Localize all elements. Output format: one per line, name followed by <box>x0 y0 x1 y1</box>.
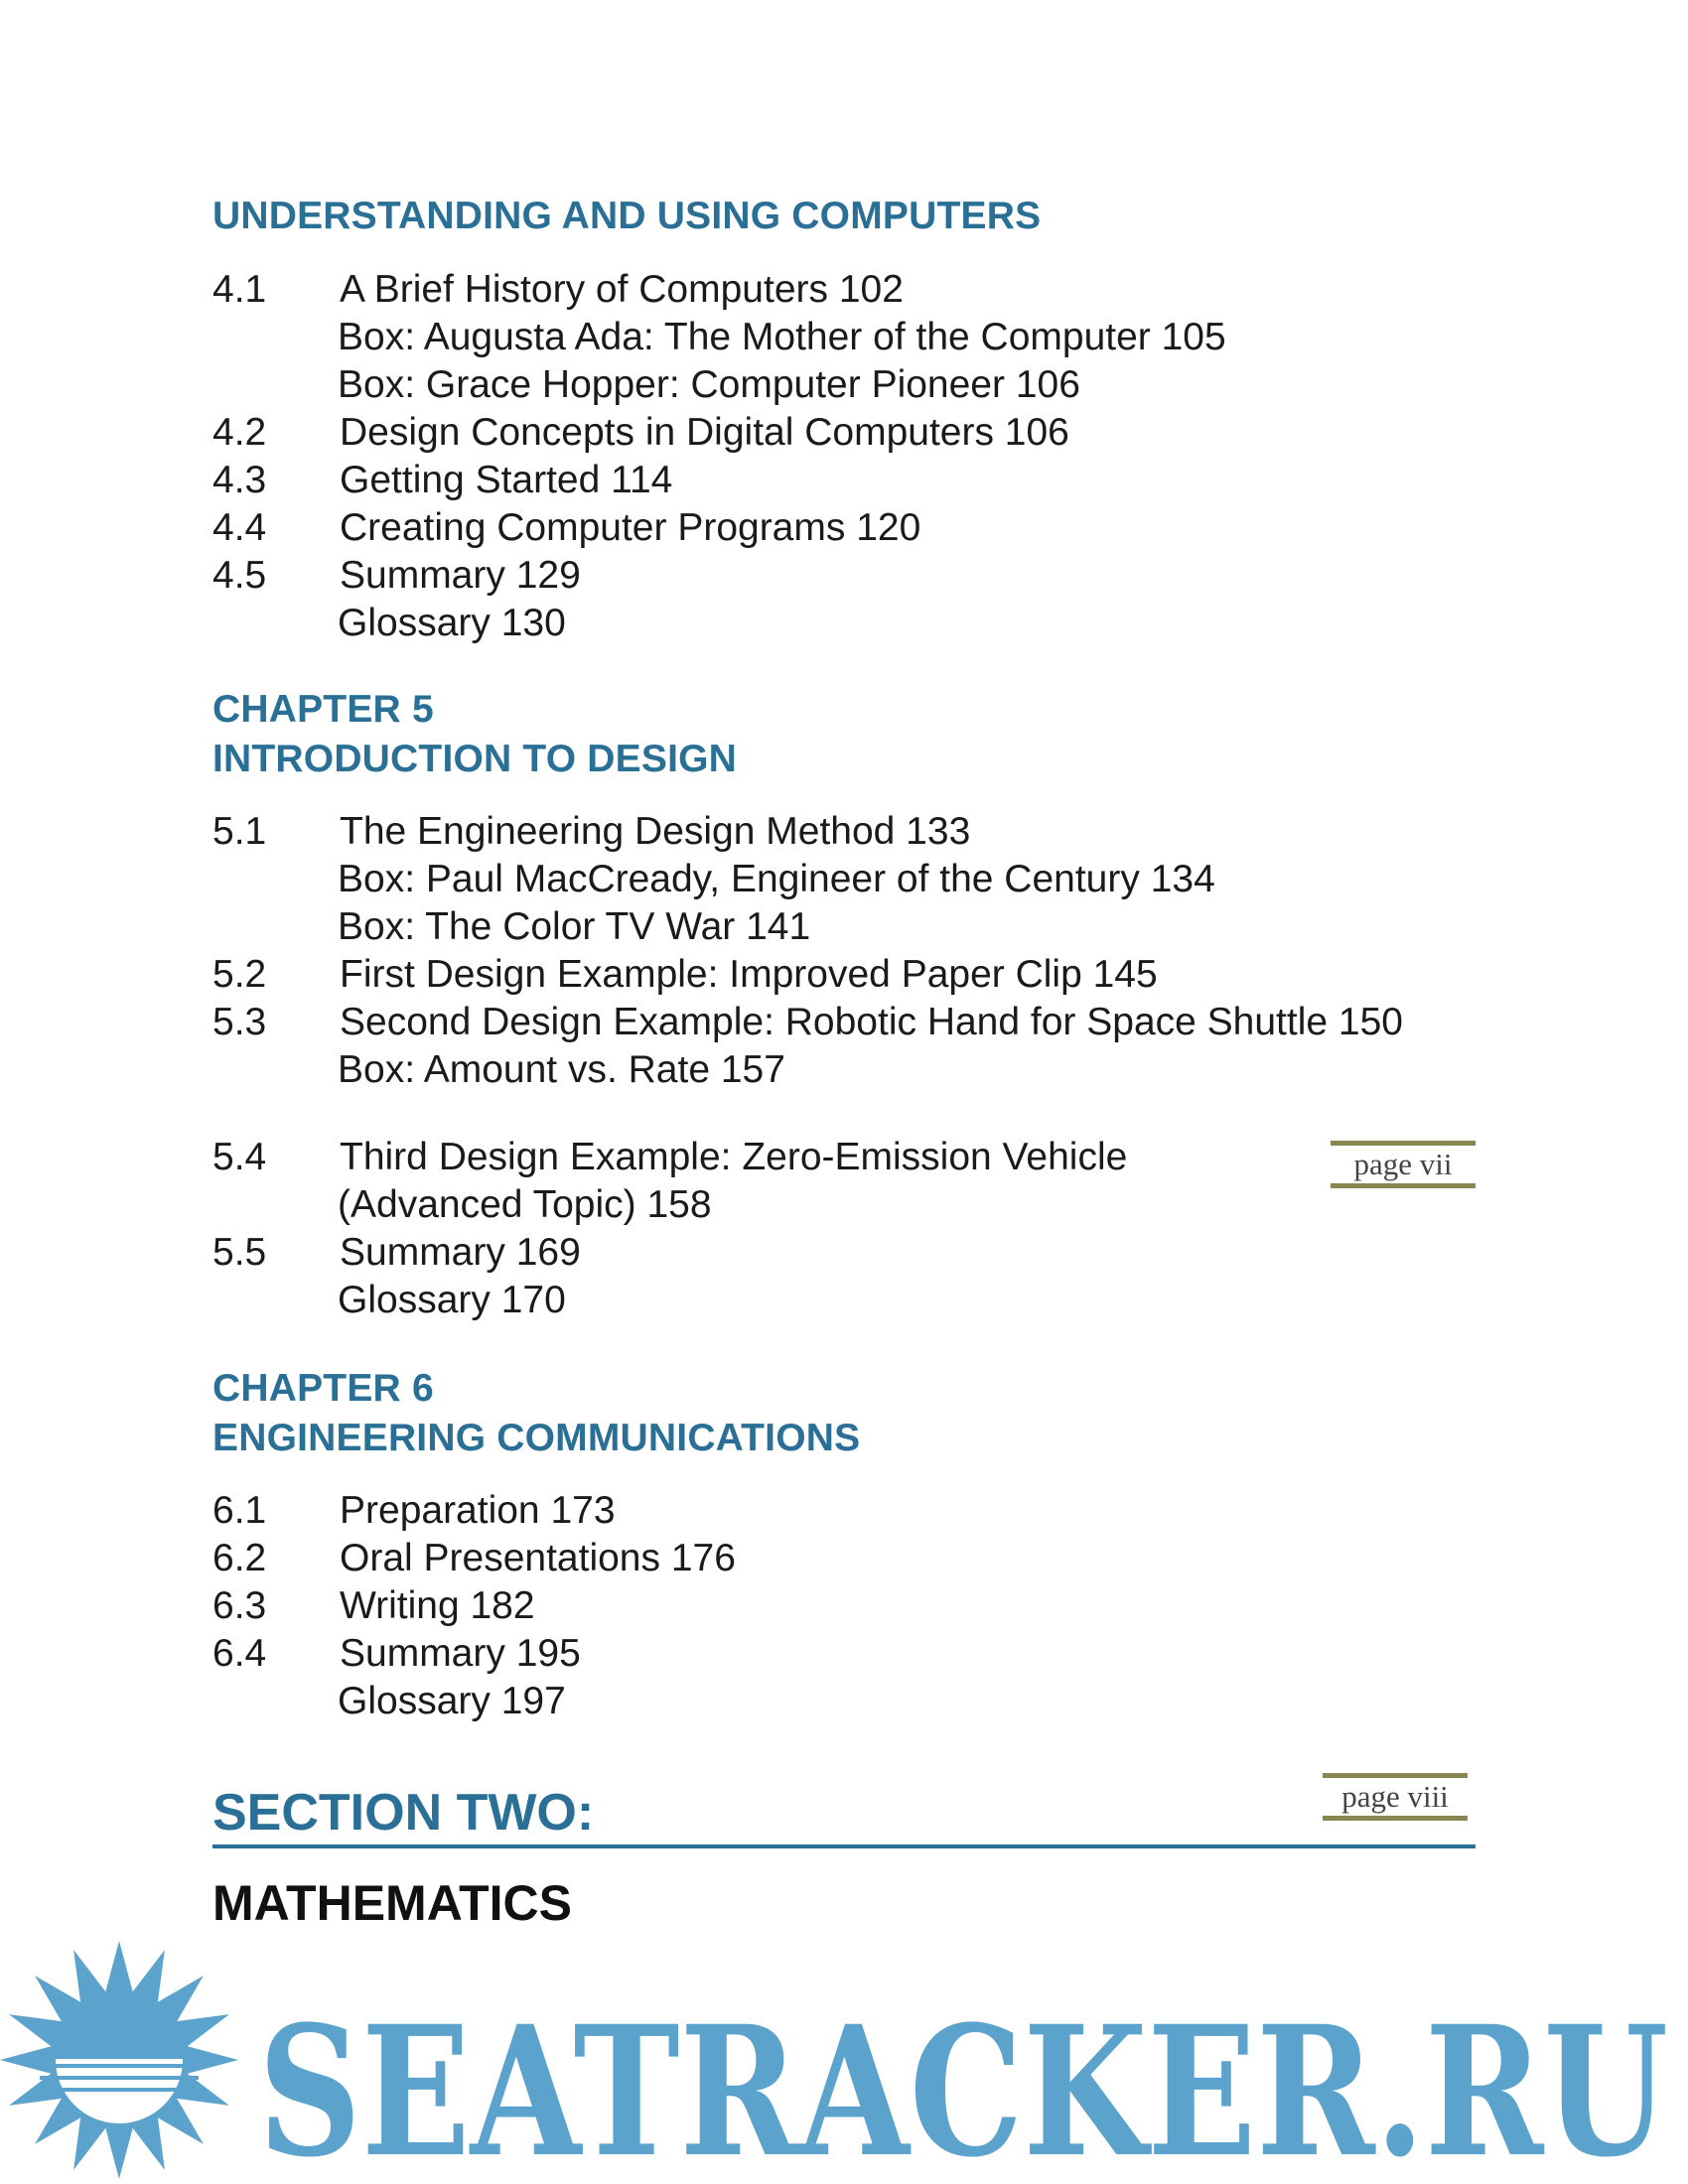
chapter5-title: INTRODUCTION TO DESIGN <box>212 738 738 780</box>
section-divider <box>212 1844 1476 1848</box>
toc-entry-number: 6.3 <box>212 1584 267 1627</box>
page-marker-viii: page viii <box>1323 1773 1468 1821</box>
toc-entry-number: 4.5 <box>212 554 267 597</box>
chapter5-toc <box>212 808 1503 1094</box>
toc-entry-text: Third Design Example: Zero-Emission Vehicle <box>340 1136 1128 1178</box>
toc-entry-text: Design Concepts in Digital Computers 106 <box>340 411 1069 454</box>
toc-entry-number: 5.4 <box>212 1136 267 1178</box>
toc-entry-number: 4.3 <box>212 459 267 501</box>
toc-entry <box>212 1487 1503 1535</box>
chapter4-title: UNDERSTANDING AND USING COMPUTERS <box>212 195 1042 237</box>
toc-entry <box>212 1229 1503 1277</box>
toc-entry-text: Box: Amount vs. Rate 157 <box>338 1048 785 1091</box>
toc-entry <box>212 1181 1503 1229</box>
watermark-text: SEATRACKER.RU <box>258 1987 1668 2184</box>
toc-entry-text: Box: Grace Hopper: Computer Pioneer 106 <box>338 363 1080 406</box>
toc-entry-text: Box: Augusta Ada: The Mother of the Computer 105 <box>338 316 1226 358</box>
toc-entry-number: 5.1 <box>212 810 267 853</box>
toc-entry <box>212 600 1503 647</box>
toc-entry-text: Second Design Example: Robotic Hand for Space Shuttle 150 <box>340 1001 1403 1043</box>
toc-entry-number: 6.4 <box>212 1632 267 1675</box>
toc-entry <box>212 552 1503 600</box>
toc-entry <box>212 314 1503 361</box>
toc-entry <box>212 1134 1503 1181</box>
toc-entry-text: Oral Presentations 176 <box>340 1537 736 1579</box>
toc-entry-text: Box: The Color TV War 141 <box>338 905 811 948</box>
mathematics-title: MATHEMATICS <box>212 1875 572 1931</box>
toc-entry <box>212 361 1503 409</box>
toc-entry-number: 5.3 <box>212 1001 267 1043</box>
toc-entry <box>212 1630 1503 1678</box>
toc-entry <box>212 903 1503 951</box>
toc-entry-text: Box: Paul MacCready, Engineer of the Century 134 <box>338 858 1215 900</box>
toc-entry <box>212 808 1503 856</box>
toc-entry-text: Summary 195 <box>340 1632 581 1675</box>
toc-entry <box>212 1046 1503 1094</box>
toc-entry-text: Summary 129 <box>340 554 581 597</box>
toc-entry-number: 4.4 <box>212 506 267 549</box>
toc-entry-text: Glossary 170 <box>338 1279 566 1321</box>
watermark-logo <box>0 1926 1688 2184</box>
toc-entry-text: (Advanced Topic) 158 <box>338 1183 712 1226</box>
toc-entry-text: Getting Started 114 <box>340 459 673 501</box>
toc-entry-number: 5.2 <box>212 953 267 996</box>
chapter6-label: CHAPTER 6 <box>212 1367 434 1410</box>
toc-entry <box>212 951 1503 999</box>
toc-entry-text: The Engineering Design Method 133 <box>340 810 971 853</box>
toc-entry <box>212 1582 1503 1630</box>
toc-entry <box>212 457 1503 504</box>
section-two-title: SECTION TWO: <box>212 1784 595 1842</box>
toc-entry <box>212 1678 1503 1725</box>
toc-entry <box>212 409 1503 457</box>
chapter4-toc <box>212 266 1503 647</box>
toc-entry <box>212 266 1503 314</box>
chapter6-toc <box>212 1487 1503 1725</box>
toc-entry-number: 5.5 <box>212 1231 267 1274</box>
toc-entry <box>212 1535 1503 1582</box>
toc-entry-text: Writing 182 <box>340 1584 535 1627</box>
toc-entry-text: A Brief History of Computers 102 <box>340 268 904 311</box>
chapter5-toc-continued <box>212 1134 1503 1324</box>
toc-entry <box>212 856 1503 903</box>
toc-entry-number: 6.1 <box>212 1489 267 1532</box>
toc-entry <box>212 1277 1503 1324</box>
toc-entry-number: 4.2 <box>212 411 267 454</box>
toc-entry <box>212 999 1503 1046</box>
chapter5-label: CHAPTER 5 <box>212 688 434 731</box>
toc-entry <box>212 504 1503 552</box>
toc-entry-text: Creating Computer Programs 120 <box>340 506 921 549</box>
toc-entry-text: Preparation 173 <box>340 1489 616 1532</box>
sun-icon <box>0 1941 238 2179</box>
toc-entry-text: Glossary 130 <box>338 602 566 644</box>
toc-entry-number: 6.2 <box>212 1537 267 1579</box>
chapter6-title: ENGINEERING COMMUNICATIONS <box>212 1417 861 1459</box>
page-marker-vii: page vii <box>1331 1141 1476 1188</box>
toc-entry-text: First Design Example: Improved Paper Clip 145 <box>340 953 1158 996</box>
toc-entry-text: Summary 169 <box>340 1231 581 1274</box>
toc-entry-text: Glossary 197 <box>338 1680 566 1722</box>
toc-entry-number: 4.1 <box>212 268 267 311</box>
